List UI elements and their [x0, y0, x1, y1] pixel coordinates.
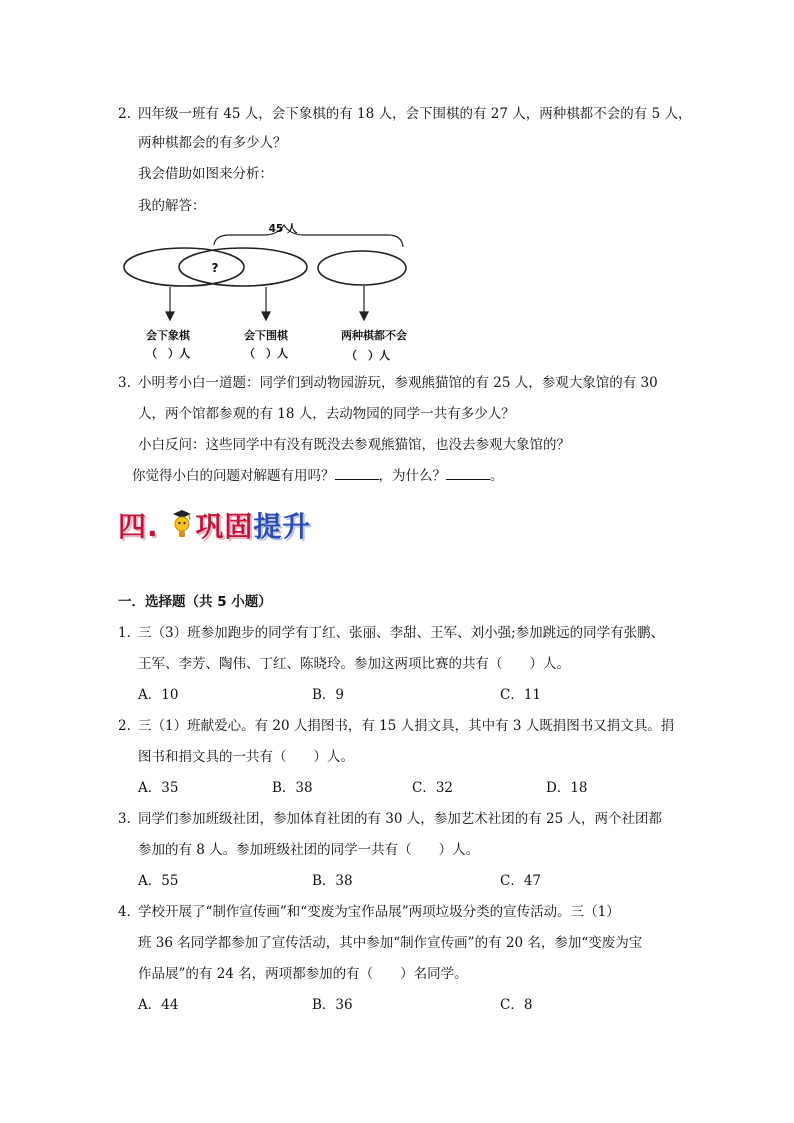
go-ellipse — [179, 248, 307, 286]
choice-q3-number: 3． — [118, 811, 141, 827]
problem-3-question-b: ，为什么？ — [378, 468, 446, 484]
choice-q2-number: 2． — [118, 718, 141, 734]
blank-go: （ ）人 — [244, 347, 288, 360]
choice-q2-line-2: 图书和捐文具的一共有（ ）人。 — [138, 749, 354, 765]
neither-ellipse — [318, 251, 406, 285]
answer-blank-2[interactable] — [446, 466, 490, 480]
choice-q4-line-1: 学校开展了“制作宣传画”和“变废为宝作品展”两项垃圾分类的宣传活动。三（1） — [138, 904, 620, 920]
choice-q1-option-b[interactable]: B．9 — [312, 687, 345, 703]
blank-neither: （ ）人 — [346, 349, 390, 362]
problem-2-number: 2. — [118, 106, 131, 122]
problem-2-line-1: 四年级一班有 45 人，会下象棋的有 18 人，会下围棋的有 27 人，两种棋都不会的有 5 人， — [138, 106, 692, 122]
section-4-title-part-1: 巩固 — [195, 510, 254, 543]
choice-q4-option-c[interactable]: C．8 — [500, 997, 533, 1013]
choice-q3-option-c[interactable]: C．47 — [500, 873, 542, 889]
choice-q1-line-1: 三（3）班参加跑步的同学有丁红、张丽、李甜、王军、刘小强;参加跳远的同学有张鹏、 — [138, 625, 665, 641]
choice-q2-option-c[interactable]: C．32 — [412, 780, 454, 796]
label-go: 会下围棋 — [244, 329, 288, 342]
choice-q2-option-a[interactable]: A．35 — [138, 780, 179, 796]
arrow-neither — [360, 286, 368, 320]
answer-blank-1[interactable] — [335, 466, 379, 480]
section-4-number: 四. — [118, 510, 159, 543]
problem-3-question-c: 。 — [490, 468, 504, 484]
problem-2-line-4: 我的解答： — [138, 198, 206, 214]
total-brace — [214, 225, 403, 247]
choice-q2-option-d[interactable]: D．18 — [546, 780, 588, 796]
choice-q1-option-a[interactable]: A．10 — [138, 687, 179, 703]
problem-3-line-3: 小白反问：这些同学中有没有既没去参观熊猫馆，也没去参观大象馆的？ — [138, 437, 570, 453]
arrow-go — [262, 287, 270, 320]
section-4-heading — [118, 505, 311, 545]
problem-3-line-4 — [132, 466, 504, 486]
choice-q4-line-2: 班 36 名同学都参加了宣传活动，其中参加“制作宣传画”的有 20 名，参加“变废为宝 — [138, 935, 643, 951]
problem-3-number: 3. — [118, 375, 131, 391]
overlap-question-mark: ? — [211, 261, 219, 275]
choice-q3-option-b[interactable]: B．38 — [312, 873, 353, 889]
choice-q4-option-b[interactable]: B．36 — [312, 997, 353, 1013]
choice-q2-option-b[interactable]: B．38 — [272, 780, 313, 796]
choice-q2-line-1: 三（1）班献爱心。有 20 人捐图书，有 15 人捐文具，其中有 3 人既捐图书又捐文具。捐 — [138, 718, 675, 734]
choice-q3-line-1: 同学们参加班级社团，参加体育社团的有 30 人，参加艺术社团的有 25 人，两个社团都 — [138, 811, 663, 827]
choice-q4-option-a[interactable]: A．44 — [138, 997, 179, 1013]
arrow-chess — [166, 287, 174, 320]
problem-3-question-a: 你觉得小白的问题对解题有用吗？ — [132, 468, 335, 484]
choice-q1-option-c[interactable]: C．11 — [500, 687, 542, 703]
section-4-title-part-2: 提升 — [253, 510, 312, 543]
problem-3-line-1: 小明考小白一道题：同学们到动物园游玩，参观熊猫馆的有 25 人，参观大象馆的有 30 — [138, 375, 658, 391]
problem-2-line-2: 两种棋都会的有多少人？ — [138, 135, 287, 151]
choice-section-title: 一．选择题（共 5 小题） — [118, 594, 272, 610]
lightbulb-scholar-icon — [169, 508, 195, 538]
choice-q3-line-2: 参加的有 8 人。参加班级社团的同学一共有（ ）人。 — [138, 842, 480, 858]
total-label: 45 人 — [268, 223, 298, 235]
choice-q1-line-2: 王军、李芳、陶伟、丁红、陈晓玲。参加这两项比赛的共有（ ）人。 — [138, 656, 570, 672]
choice-q1-number: 1． — [118, 625, 141, 641]
blank-chess: （ ）人 — [146, 347, 190, 360]
label-chess: 会下象棋 — [146, 329, 190, 342]
venn-diagram — [118, 215, 418, 365]
choice-q4-line-3: 作品展”的有 24 名，两项都参加的有（ ）名同学。 — [138, 966, 468, 982]
problem-3-line-2: 人，两个馆都参观的有 18 人，去动物园的同学一共有多少人？ — [138, 406, 515, 422]
label-neither: 两种棋都不会 — [341, 329, 407, 342]
choice-q3-option-a[interactable]: A．55 — [138, 873, 179, 889]
chess-ellipse — [124, 248, 244, 286]
choice-q4-number: 4． — [118, 904, 141, 920]
problem-2-line-3: 我会借助如图来分析： — [138, 166, 273, 182]
